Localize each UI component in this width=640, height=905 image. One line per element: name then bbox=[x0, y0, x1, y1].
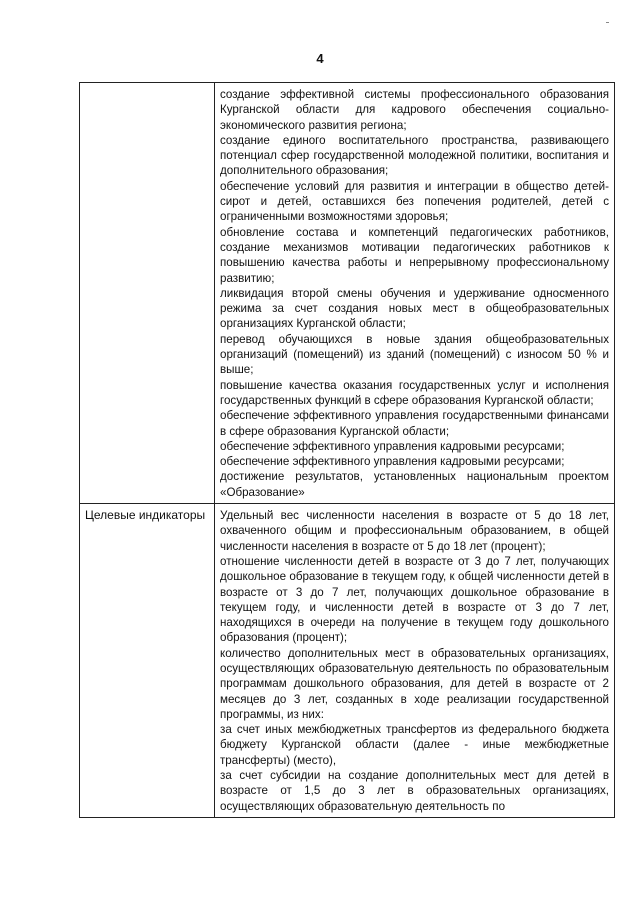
program-table bbox=[79, 82, 615, 818]
goal-item: обеспечение условий для развития и интеграции в общество детей-сирот и детей, оставшихся без попечения родителей, детей с ограниченными возможностями здоровья; bbox=[220, 179, 609, 224]
goal-item: повышение качества оказания государственных услуг и исполнения государственных функций в сфере образования Курганской области; bbox=[220, 378, 609, 407]
indicator-item: Удельный вес численности населения в возрасте от 5 до 18 лет, охваченного общим и профессиональным образованием, в общей численности населения в возрасте от 5 до 18 лет (процент); bbox=[220, 509, 609, 553]
indicator-item: за счет иных межбюджетных трансфертов из федерального бюджета бюджету Курганской области (далее - иные межбюджетные трансферты) (место), bbox=[220, 723, 609, 767]
goal-item: создание единого воспитательного пространства, развивающего потенциал сфер государственной молодежной политики, воспитания и дополнительного образования; bbox=[220, 133, 609, 178]
goal-item: обеспечение эффективного управления кадровыми ресурсами; bbox=[220, 439, 565, 453]
indicators-content bbox=[215, 504, 615, 818]
goal-item: ликвидация второй смены обучения и удерживание односменного режима за счет создания новых мест в общеобразовательных организациях Курганской области; bbox=[220, 286, 609, 331]
goals-content bbox=[215, 83, 615, 504]
goal-item: перевод обучающихся в новые здания общеобразовательных организаций (помещений) из зданий (помещений) с износом 50 % и выше; bbox=[220, 332, 609, 377]
indicator-item: за счет субсидии на создание дополнительных мест для детей в возрасте от 1,5 до 3 лет в образовательных организациях, осуществляющих образовательную деятельность по bbox=[220, 769, 609, 813]
row-label-empty bbox=[80, 83, 215, 504]
indicator-item: количество дополнительных мест в образовательных организациях, осуществляющих образовательную деятельность по образовательным программам дошкольного образования, для детей в возрасте от 2 месяцев до 3 лет, созданных в ходе реализации государственной программы, из них: bbox=[220, 646, 609, 721]
goal-item: достижение результатов, установленных национальным проектом «Образование» bbox=[220, 470, 609, 499]
goal-item: создание эффективной системы профессионального образования Курганской области для кадрового обеспечения социально-экономического развития региона; bbox=[220, 88, 609, 132]
goal-item: обеспечение эффективного управления кадровыми ресурсами; bbox=[220, 455, 565, 469]
table-row-indicators bbox=[80, 504, 615, 818]
page-number: 4 bbox=[316, 51, 324, 66]
indicator-item: отношение численности детей в возрасте от 3 до 7 лет, получающих дошкольное образование в текущем году, к общей численности детей в возрасте от 3 до 7 лет, получающих дошкольное образование в текущем году, и численности детей в возрасте от 3 до 7 лет, находящихся в очереди на получение в текущем году дошкольного образования (процент); bbox=[220, 554, 609, 645]
goal-item: обеспечение эффективного управления государственными финансами в сфере образования Курганской области; bbox=[220, 409, 609, 438]
goal-item: обновление состава и компетенций педагогических работников, создание механизмов мотивации педагогических работников к повышению качества работы и непрерывному профессиональному развитию; bbox=[220, 225, 609, 285]
scan-mark bbox=[606, 22, 609, 23]
table-row-goals bbox=[80, 83, 615, 504]
row-label-target-indicators: Целевые индикаторы bbox=[80, 504, 215, 818]
